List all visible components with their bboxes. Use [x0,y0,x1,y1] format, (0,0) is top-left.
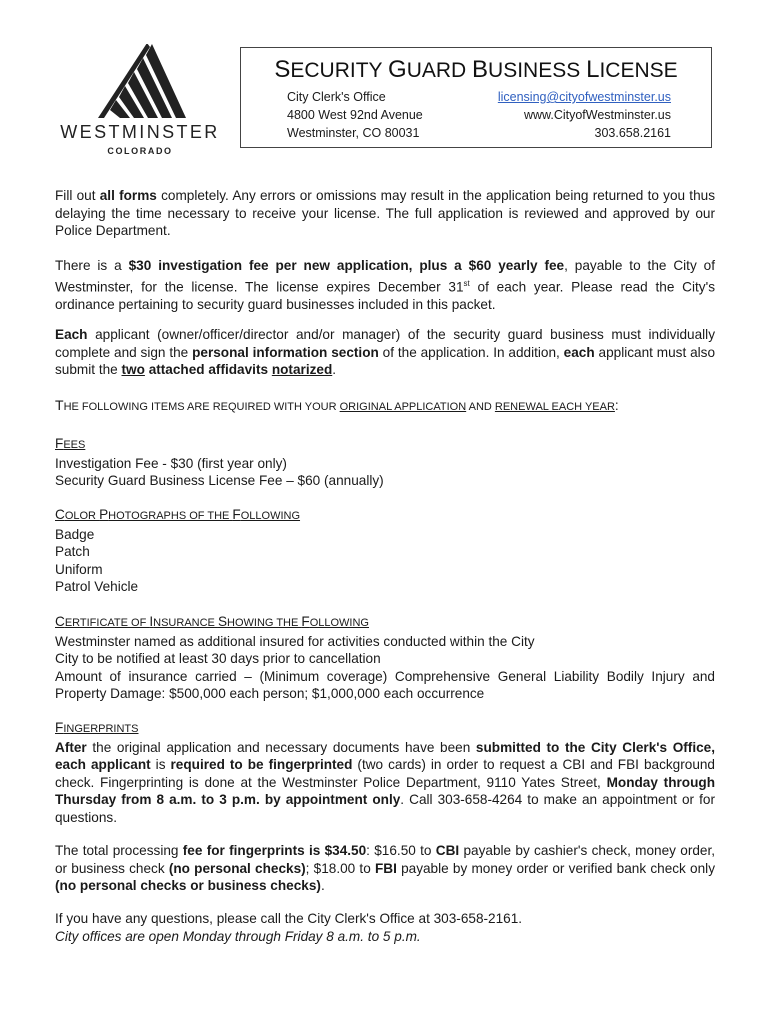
office-street: 4800 West 92nd Avenue [287,108,423,122]
email-link[interactable]: licensing@cityofwestminster.us [497,90,671,104]
fees-section [55,435,715,490]
questions-text: If you have any questions, please call the City Clerk's Office at 303-658-2161. [55,911,523,926]
insurance-title: CERTIFICATE OF INSURANCE SHOWING THE FOLLOWING [55,614,369,629]
insurance-section [55,613,715,703]
fees-title: FEES [55,436,86,451]
logo-name: WESTMINSTER [60,122,220,142]
list-item: Westminster named as additional insured for activities conducted within the City [55,633,535,649]
office-city: Westminster, CO 80031 [287,126,420,140]
intro-paragraph-2: There is a $30 investigation fee per new application, plus a $60 yearly fee, payable to the City of Westminster, for the license. The license expires December 31st of each year. Please read the City's ordinance pertaining to security guard businesses included in this packet. [55,258,715,312]
office-address [287,88,423,142]
website-text: www.CityofWestminster.us [523,108,671,122]
office-name: City Clerk's Office [287,90,386,104]
list-item: Security Guard Business License Fee – $60 (annually) [55,473,384,488]
phone-text: 303.658.2161 [594,126,671,140]
fingerprints-paragraph-2: The total processing fee for fingerprints is $34.50: $16.50 to CBI payable by cashier's check, money order, or business check (no personal checks); $18.00 to FBI payable by money order or verified bank check only (no personal checks or business checks). [55,843,716,893]
list-item: Uniform [55,561,103,577]
intro-paragraph-3: Each applicant (owner/officer/director and/or manager) of the security guard business must individually complete and sign the personal information section of the application. In addition, each applicant must also submit the two attached affidavits notarized. [55,327,716,377]
photos-section [55,506,715,596]
requirements-heading: THE FOLLOWING ITEMS ARE REQUIRED WITH YOUR ORIGINAL APPLICATION AND RENEWAL EACH YEAR: [55,397,619,413]
fingerprints-paragraph-1: After the original application and necessary documents have been submitted to the City Clerk's Office, each applicant is required to be fingerprinted (two cards) in order to request a CBI and FBI background check. Fingerprinting is done at the Westminster Police Department, 9110 Yates Street, Monday through Thursday from 8 a.m. to 3 p.m. by appointment only. Call 303-658-4264 to make an appointment or for questions. [55,739,716,825]
photos-title: COLOR PHOTOGRAPHS OF THE FOLLOWING [55,507,301,522]
office-contact [498,88,671,142]
list-item: City to be notified at least 30 days prior to cancellation [55,651,381,666]
list-item: Patrol Vehicle [55,579,139,594]
westminster-stripes-icon [94,44,186,118]
list-item: Amount of insurance carried – (Minimum coverage) Comprehensive General Liability Bodily Injury and Property Damage: $500,000 each person; $1,000,000 each occurrence [55,668,715,701]
logo-subtitle: COLORADO [107,146,173,156]
page-title: SECURITY GUARD BUSINESS LICENSE [274,56,678,83]
hours-text: City offices are open Monday through Friday 8 a.m. to 5 p.m. [55,928,421,944]
westminster-logo [50,44,230,156]
list-item: Patch [55,544,90,559]
footer-section [55,910,715,945]
fingerprints-section [55,719,715,826]
intro-paragraph-1: Fill out all forms completely. Any errors or omissions may result in the application being returned to you thus delaying the time necessary to receive your license. The full application is reviewed and approved by our Police Department. [55,188,715,238]
list-item: Investigation Fee - $30 (first year only) [55,455,287,471]
header-box [240,47,712,148]
list-item: Badge [55,526,95,542]
fingerprints-title: FINGERPRINTS [55,720,139,735]
